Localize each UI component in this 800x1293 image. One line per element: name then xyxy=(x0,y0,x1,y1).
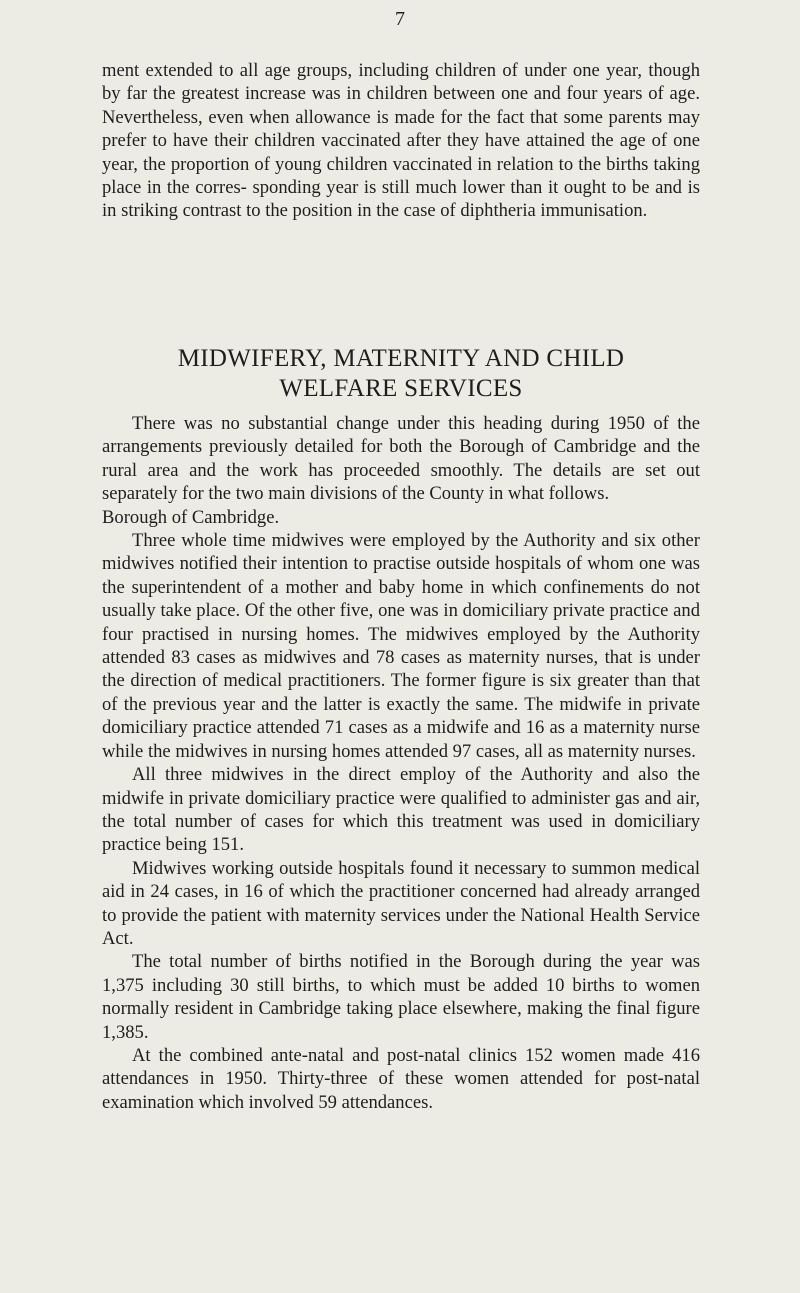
intro-section xyxy=(102,59,700,223)
section-body xyxy=(102,412,700,1114)
section-heading-line-1: MIDWIFERY, MATERNITY AND CHILD xyxy=(177,345,625,372)
intro-paragraph: ment extended to all age groups, including children of under one year, though by far the greatest increase was in children between one and four years of age. Nevertheless, even when allowance is made for the fact that some parents may prefer to have their children vaccinated after they have attained the age of one year, the proportion of young children vaccinated in relation to the births taking place in the corres- sponding year is still much lower than it ought to be and is in striking contrast to the position in the case of diphtheria immunisation. xyxy=(102,60,700,222)
section-heading xyxy=(102,344,700,404)
paragraph-births: The total number of births notified in the Borough during the year was 1,375 including 30 still births, to which must be added 10 births to women normally resident in Cambridge taking place elsewhere, making the final figure 1,385. xyxy=(102,951,700,1043)
subheading-borough: Borough of Cambridge. xyxy=(102,506,280,528)
paragraph-overview: There was no substantial change under this heading during 1950 of the arrangements previously detailed for both the Borough of Cambridge and the rural area and the work has proceeded smoothly. The details are set out separately for the two main divisions of the County in what follows. xyxy=(102,413,700,505)
paragraph-medical-aid: Midwives working outside hospitals found it necessary to summon medical aid in 24 cases, in 16 of which the practitioner concerned had already arranged to provide the patient with maternity services under the National Health Service Act. xyxy=(102,857,700,949)
paragraph-gas-and-air: All three midwives in the direct employ of the Authority and also the midwife in private domiciliary practice were qualified to administer gas and air, the total number of cases for which this treatment was used in domiciliary practice being 151. xyxy=(102,764,700,856)
section-heading-line-2: WELFARE SERVICES xyxy=(279,375,523,402)
paragraph-clinics: At the combined ante-natal and post-natal clinics 152 women made 416 attendances in 1950. Thirty-three of these women attended for post-natal examination which involved 59 attendances. xyxy=(102,1044,700,1113)
page-number: 7 xyxy=(395,8,405,30)
paragraph-midwives: Three whole time midwives were employed by the Authority and six other midwives notified their intention to practise outside hospitals of whom one was the superintendent of a mother and baby home in which confinements do not usually take place. Of the other five, one was in domiciliary private practice and four practised in nursing homes. The midwives employed by the Authority attended 83 cases as midwives and 78 cases as maternity nurses, that is under the direction of medical practitioners. The former figure is six greater than that of the previous year and the latter is exactly the same. The midwife in private domiciliary practice attended 71 cases as a midwife and 16 as a maternity nurse while the midwives in nursing homes attended 97 cases, all as maternity nurses. xyxy=(102,530,700,762)
